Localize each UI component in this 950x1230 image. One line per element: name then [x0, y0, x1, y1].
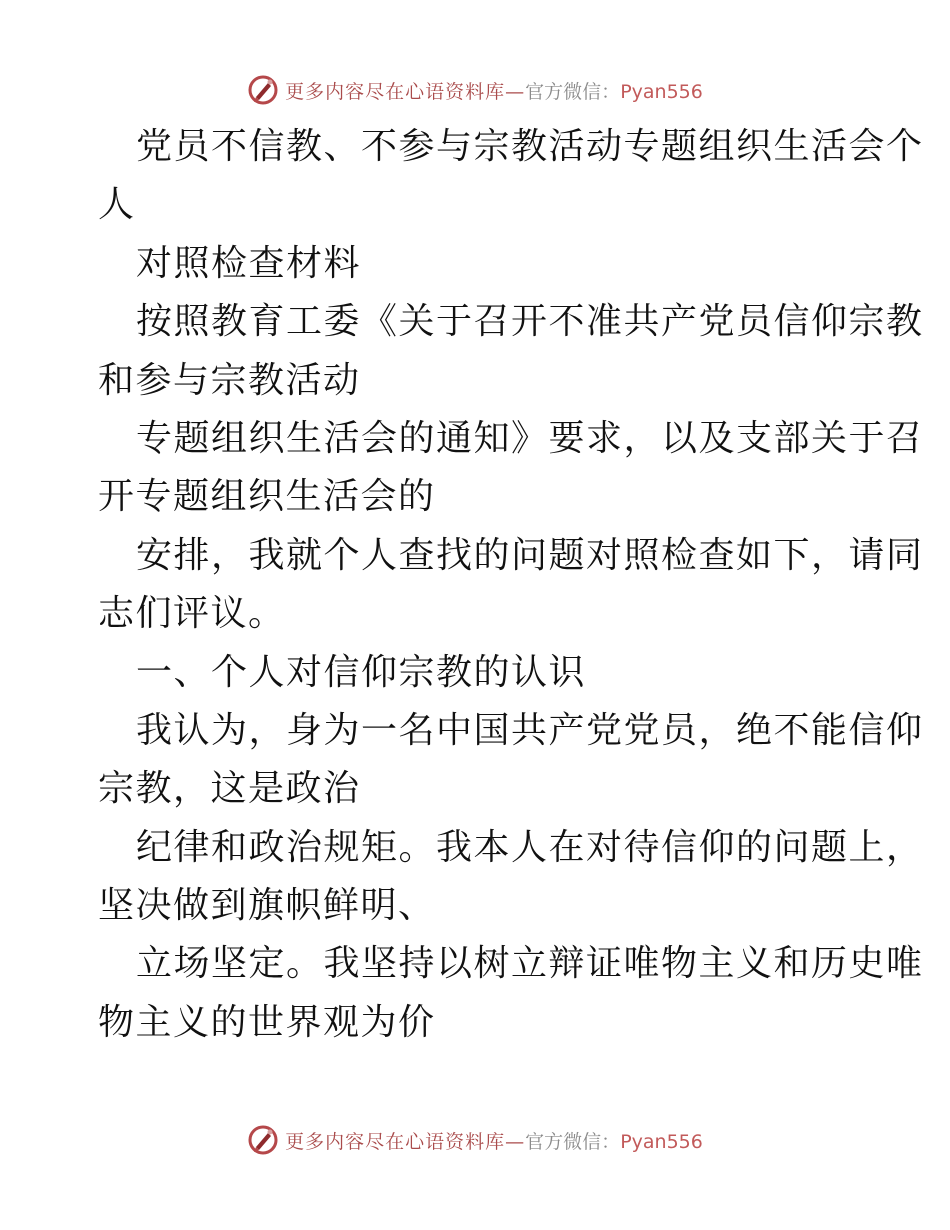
banner-wechat-label: 官方微信：: [525, 1130, 621, 1153]
header-banner: [0, 70, 950, 110]
footer-banner: [0, 1120, 950, 1160]
paragraph-line: 开专题组织生活会的: [98, 476, 436, 518]
banner-site-text: 更多内容尽在心语资料库: [285, 1130, 506, 1153]
paragraph-line: 安排，我就个人查找的问题对照检查如下，请同: [136, 534, 924, 576]
section-heading: 一、个人对信仰宗教的认识: [136, 651, 587, 693]
paragraph-line: 志们评议。: [98, 593, 286, 635]
paragraph-line: 纪律和政治规矩。我本人在对待信仰的问题上，: [136, 826, 924, 868]
paragraph-line: 按照教育工委《关于召开不准共产党员信仰宗教: [136, 301, 924, 343]
banner-wechat-label: 官方微信：: [525, 80, 621, 103]
paragraph-line: 立场坚定。我坚持以树立辩证唯物主义和历史唯: [136, 943, 924, 985]
document-body: [98, 118, 924, 1052]
title-line-2: 人: [98, 184, 136, 226]
paragraph-line: 宗教，这是政治: [98, 768, 361, 810]
banner-wechat-id: Pyan556: [620, 1130, 703, 1153]
paragraph-line: 和参与宗教活动: [98, 359, 361, 401]
pen-logo-icon: [247, 1124, 279, 1156]
banner-text: [285, 77, 703, 104]
banner-separator: —: [505, 1130, 526, 1153]
paragraph-line: 专题组织生活会的通知》要求，以及支部关于召: [136, 417, 924, 459]
paragraph-line: 坚决做到旗帜鲜明、: [98, 885, 436, 927]
banner-separator: —: [505, 80, 526, 103]
paragraph-line: 物主义的世界观为价: [98, 1001, 436, 1043]
banner-text: [285, 1127, 703, 1154]
banner-site-text: 更多内容尽在心语资料库: [285, 80, 506, 103]
title-line-1: 党员不信教、不参与宗教活动专题组织生活会个: [136, 126, 924, 167]
pen-logo-icon: [247, 74, 279, 106]
paragraph-line: 我认为，身为一名中国共产党党员，绝不能信仰: [136, 709, 924, 751]
banner-content: [247, 74, 703, 106]
banner-content: [247, 1124, 703, 1156]
banner-wechat-id: Pyan556: [620, 80, 703, 103]
subtitle-line: 对照检查材料: [136, 242, 362, 284]
